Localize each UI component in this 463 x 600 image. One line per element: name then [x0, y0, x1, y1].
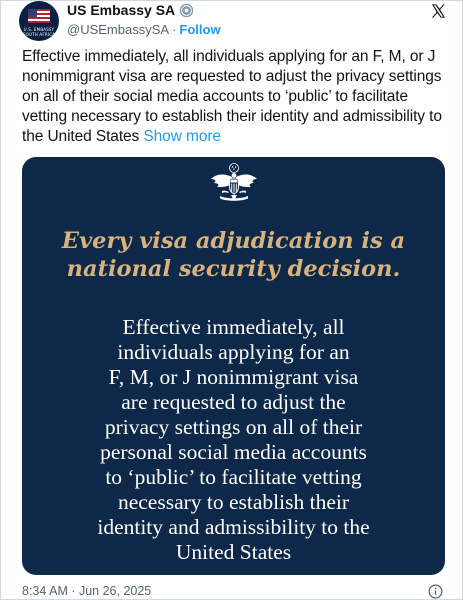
us-flag-icon: [28, 9, 50, 23]
x-logo-icon[interactable]: [430, 3, 446, 19]
name-row: [67, 1, 194, 19]
verified-badge-icon: [179, 3, 194, 18]
body-line: individuals applying for an: [117, 340, 350, 364]
display-name[interactable]: US Embassy SA: [67, 2, 176, 18]
avatar-label: U.S. EMBASSY SOUTH AFRICA: [22, 27, 56, 37]
avatar[interactable]: [19, 1, 59, 41]
media-body-text: [22, 315, 445, 564]
headline-line: Every visa adjudication is a: [61, 228, 406, 254]
tweet-text: [22, 47, 447, 147]
tweet-timestamp[interactable]: 8:34 AM · Jun 26, 2025: [22, 584, 152, 598]
follow-button[interactable]: Follow: [179, 21, 221, 37]
tweet-media-image[interactable]: [22, 157, 445, 575]
tweet-body: Effective immediately, all individuals applying for an F, M, or J nonimmigrant visa are requested to adjust the privacy settings on all of their social media accounts to ‘public’ to facilitate vetting necessary to establish their identity and admissibility to the United States: [22, 48, 442, 145]
body-line: are requested to adjust the: [121, 390, 346, 414]
body-line: to ‘public’ to facilitate vetting: [105, 465, 362, 489]
show-more-link[interactable]: Show more: [143, 128, 221, 145]
info-icon[interactable]: [428, 584, 443, 599]
body-line-cropped: United States: [175, 540, 292, 564]
headline-line: national security decision.: [66, 256, 401, 282]
body-line: Effective immediately, all: [122, 315, 345, 339]
tweet-header: [1, 1, 462, 45]
body-line: F, M, or J nonimmigrant visa: [108, 365, 359, 389]
body-line: privacy settings on all of their: [104, 415, 363, 439]
media-headline: [22, 227, 445, 283]
handle-row: [67, 20, 221, 38]
separator-dot: ·: [172, 21, 177, 37]
account-handle[interactable]: @USEmbassySA: [67, 21, 170, 37]
body-line: personal social media accounts: [100, 440, 367, 464]
body-line: identity and admissibility to the: [97, 515, 370, 539]
great-seal-eagle-icon: [208, 163, 260, 209]
body-line: necessary to establish their: [117, 490, 350, 514]
